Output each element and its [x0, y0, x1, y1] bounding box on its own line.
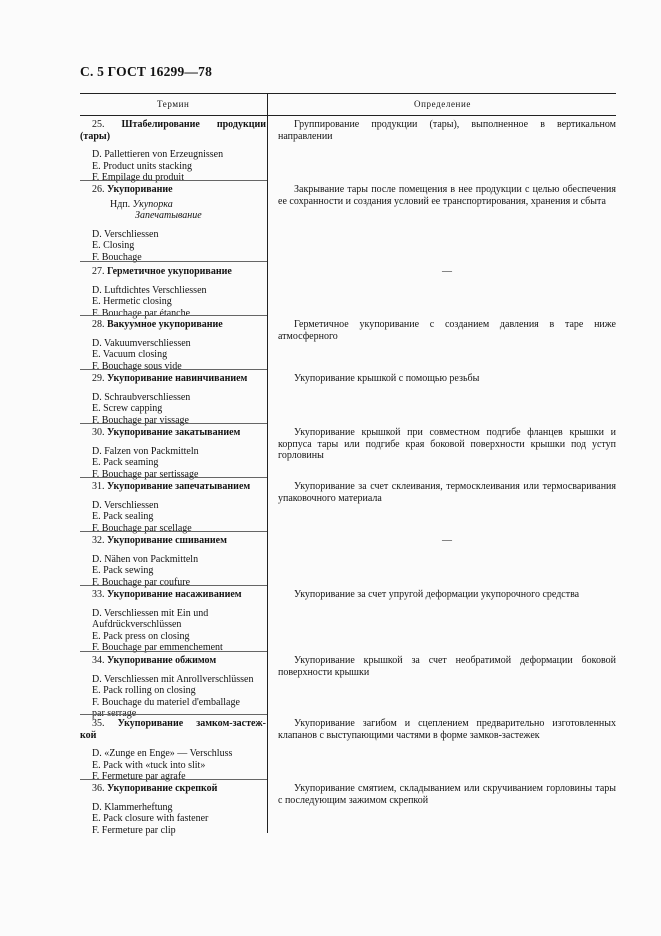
entry-separator [80, 651, 267, 652]
term-de: D. Pallettieren von Erzeugnissen [92, 149, 224, 161]
term-en: E. Pack closure with fastener [92, 813, 209, 825]
entry-separator [80, 585, 267, 586]
term-title: 30. Укупоривание закатыванием [92, 427, 241, 438]
term-de: D. Schraubverschliessen [92, 391, 191, 403]
term-definition: Закрывание тары после помещения в нее продукции с целью обеспечения ее сохранности и создания условий ее транспортирования, хранения и сбыта [278, 184, 616, 207]
term-title: 34. Укупоривание обжимом [92, 655, 217, 666]
term-fr: F. Bouchage par sertissage [92, 468, 199, 480]
term-fr: F. Fermeture par agrafe [92, 771, 186, 783]
term-en: E. Product units stacking [92, 160, 192, 172]
term-en: E. Hermetic closing [92, 296, 172, 308]
term-en: E. Vacuum closing [92, 349, 168, 361]
term-title-cont: кой [80, 729, 97, 741]
term-definition: Укупоривание за счет упругой деформации укупорочного средства [294, 589, 580, 600]
term-nonstandard: Ндп. Укупорка [110, 198, 173, 210]
term-fr-cont: par serrage [92, 708, 137, 720]
term-definition: — [442, 266, 452, 277]
column-divider [267, 93, 268, 833]
term-en: E. Screw capping [92, 403, 163, 415]
term-de: D. Verschliessen [92, 499, 159, 511]
term-fr: F. Bouchage du materiel d'emballage [92, 696, 240, 708]
entry-separator [80, 531, 267, 532]
table-top-rule [80, 93, 616, 94]
term-title: 32. Укупоривание сшиванием [92, 535, 227, 546]
entry-separator [80, 261, 267, 262]
term-definition: Укупоривание крышкой с помощью резьбы [294, 373, 480, 384]
entry-separator [80, 714, 267, 715]
term-fr: F. Bouchage par coufure [92, 576, 191, 588]
term-fr: F. Empilage du produit [92, 172, 184, 184]
column-header-definition: Определение [414, 99, 471, 109]
term-de: D. Verschliessen mit Anrollverschlüssen [92, 673, 254, 685]
term-fr: F. Bouchage par emmenchement [92, 642, 223, 654]
term-fr: F. Fermeture par clip [92, 824, 176, 836]
term-fr: F. Bouchage par étanche [92, 307, 191, 319]
page-header: С. 5 ГОСТ 16299—78 [80, 64, 213, 79]
term-en: E. Pack press on closing [92, 630, 190, 642]
term-de: D. Falzen von Packmitteln [92, 445, 199, 457]
entry-separator [80, 423, 267, 424]
term-title: 33. Укупоривание насаживанием [92, 589, 242, 600]
term-definition: Укупоривание смятием, складыванием или скручиванием горловины тары с последующим зажимом скрепкой [278, 783, 616, 806]
term-definition: Укупоривание за счет склеивания, термосклеивания или термосваривания упаковочного материала [278, 481, 616, 504]
term-de: D. Vakuumverschliessen [92, 337, 191, 349]
term-en: E. Closing [92, 240, 135, 252]
term-title: 25. Штабелирование продукции [92, 119, 267, 130]
term-definition: — [442, 535, 452, 546]
term-title-cont: (тары) [80, 130, 111, 142]
term-title: 31. Укупоривание запечатыванием [92, 481, 251, 492]
term-title: 29. Укупоривание навинчиванием [92, 373, 248, 384]
term-de: D. Verschliessen [92, 228, 159, 240]
term-definition: Герметичное укупоривание с созданием давления в таре ниже атмосферного [278, 319, 616, 342]
column-header-term: Термин [157, 99, 190, 109]
term-de: D. Nähen von Packmitteln [92, 553, 199, 565]
term-de: D. Klammerheftung [92, 801, 173, 813]
term-definition: Укупоривание крышкой при совместном подгибе фланцев крышки и корпуса тары или подгибе края боковой поверхности крышки под уступ горловины [278, 427, 616, 462]
term-en: E. Pack seaming [92, 457, 159, 469]
term-fr: F. Bouchage par scellage [92, 522, 192, 534]
term-title: 36. Укупоривание скрепкой [92, 783, 218, 794]
entry-separator [80, 477, 267, 478]
term-de: D. «Zunge en Enge» — Verschluss [92, 748, 233, 760]
term-fr: F. Bouchage par vissage [92, 414, 189, 426]
term-title: 26. Укупоривание [92, 184, 173, 195]
term-en: E. Pack sealing [92, 511, 154, 523]
term-en: E. Pack rolling on closing [92, 685, 196, 697]
term-title: 35. Укупоривание замком-застеж- [92, 718, 267, 729]
term-definition: Группирование продукции (тары), выполненное в вертикальном направлении [278, 119, 616, 142]
term-de: D. Luftdichtes Verschliessen [92, 284, 207, 296]
entry-separator [80, 369, 267, 370]
term-en: E. Pack sewing [92, 565, 154, 577]
term-title: 28. Вакуумное укупоривание [92, 319, 223, 330]
term-nonstandard-2: Запечатывание [135, 210, 202, 222]
term-definition: Укупоривание загибом и сцеплением предварительно изготовленных клапанов с выступающими частями в форме замков-застежек [278, 718, 616, 741]
entry-separator [80, 180, 267, 181]
term-de-cont: Aufdrückverschlüssen [92, 619, 182, 631]
term-en: E. Pack with «tuck into slit» [92, 759, 206, 771]
term-title: 27. Герметичное укупоривание [92, 266, 232, 277]
entry-separator [80, 779, 267, 780]
term-definition: Укупоривание крышкой за счет необратимой деформации боковой поверхности крышки [278, 655, 616, 678]
entry-separator [80, 315, 267, 316]
term-fr: F. Bouchage [92, 251, 142, 263]
term-fr: F. Bouchage sous vide [92, 360, 182, 372]
term-de: D. Verschliessen mit Ein und [92, 607, 209, 619]
table-header-rule [80, 115, 616, 116]
